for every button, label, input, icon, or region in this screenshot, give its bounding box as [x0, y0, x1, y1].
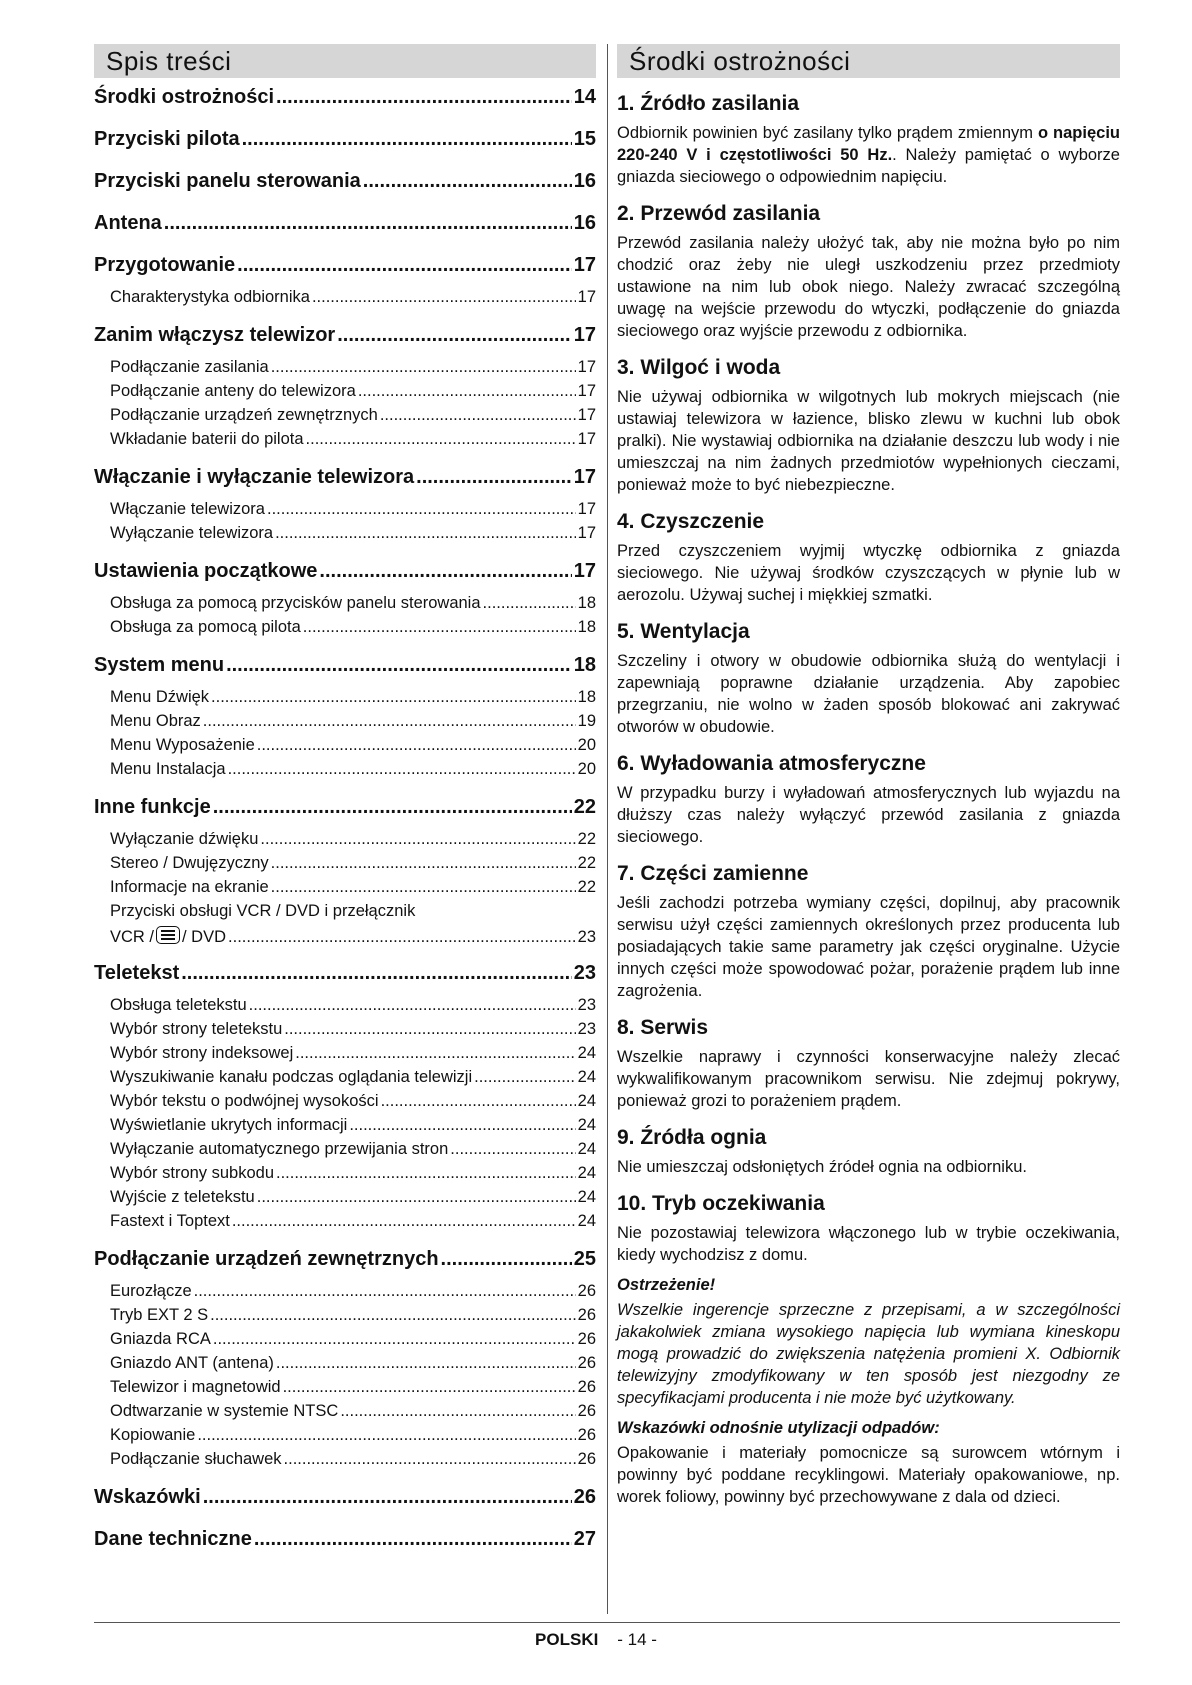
toc-page-number: 17: [573, 254, 596, 276]
toc-subentry: [94, 1426, 596, 1450]
toc-page-number: 24: [577, 1188, 596, 1206]
toc-subentry: [94, 1306, 596, 1330]
toc-page-number: 24: [577, 1116, 596, 1134]
toc-label: Informacje na ekranie: [110, 878, 269, 896]
toc-leader-dots: [381, 1092, 576, 1111]
toc-label: Podłączanie urządzeń zewnętrznych: [94, 1248, 439, 1270]
toc-page-number: 26: [577, 1378, 596, 1396]
toc-leader-dots: [283, 1378, 576, 1397]
toc-label: Fastext i Toptext: [110, 1212, 230, 1230]
toc-subentry: [94, 1282, 596, 1306]
toc-subentry: [94, 500, 596, 524]
toc-leader-dots: [284, 1450, 576, 1469]
toc-leader-dots: [271, 854, 576, 873]
toc-entry: [94, 796, 596, 826]
toc-subentry: [94, 996, 596, 1020]
toc-subentry: [94, 688, 596, 712]
toc-entry: [94, 324, 596, 354]
toc-label: Wybór strony teletekstu: [110, 1020, 283, 1038]
toc-subentry: [94, 406, 596, 430]
toc-page-number: 17: [577, 382, 596, 400]
section-power-cord: [617, 202, 1120, 342]
section-service: [617, 1016, 1120, 1112]
section-lightning: [617, 752, 1120, 848]
toc-subentry: [94, 1450, 596, 1474]
toc-page-number: 16: [573, 170, 596, 192]
toc-page-number: 24: [577, 1092, 596, 1110]
section-text: Nie umieszczaj odsłoniętych źródeł ognia na odbiorniku.: [617, 1158, 1027, 1176]
toc-subentry: [94, 760, 596, 784]
toc-subentry: [94, 1068, 596, 1092]
toc-page-number: 26: [577, 1354, 596, 1372]
section-heading: 5. Wentylacja: [617, 620, 750, 643]
toc-label: Teletekst: [94, 962, 180, 984]
toc-leader-dots: [237, 254, 572, 277]
toc-page-number: 22: [577, 854, 596, 872]
section-fire-sources: [617, 1126, 1120, 1178]
toc-leader-dots: [340, 1402, 575, 1421]
footer-language: POLSKI: [535, 1630, 599, 1649]
toc-page-number: 23: [577, 928, 596, 946]
toc-leader-dots: [306, 430, 576, 449]
toc-page-number: 17: [577, 500, 596, 518]
disposal-block: [617, 1419, 1120, 1508]
toc-label: Włączanie telewizora: [110, 500, 265, 518]
toc-page-number: 17: [573, 560, 596, 582]
toc-leader-dots: [483, 594, 576, 613]
toc-leader-dots: [337, 324, 572, 347]
toc-page-number: 23: [577, 1020, 596, 1038]
toc-label: Wyłączanie dźwięku: [110, 830, 259, 848]
section-text: W przypadku burzy i wyładowań atmosferycznych lub wyjazdu na dłuższy czas należy wyłączyć przewód zasilania z gniazda sieciowego.: [617, 784, 1120, 846]
toc-leader-dots: [441, 1248, 572, 1271]
toc-page-number: 26: [577, 1426, 596, 1444]
safety-title: Środki ostrożności: [617, 44, 1120, 78]
toc-page-number: 18: [577, 618, 596, 636]
warning-heading: Ostrzeżenie!: [617, 1276, 716, 1294]
toc-label: Obsługa za pomocą przycisków panelu sterowania: [110, 594, 481, 612]
toc-label: Środki ostrożności: [94, 86, 275, 108]
toc-leader-dots: [271, 878, 576, 897]
toc-entry: [94, 1528, 596, 1558]
toc-leader-dots: [210, 1306, 576, 1325]
toc-subentry: [94, 288, 596, 312]
toc-page-number: 18: [577, 688, 596, 706]
toc-subentry: [94, 594, 596, 618]
toc-leader-dots: [275, 524, 576, 543]
toc-label: Przygotowanie: [94, 254, 236, 276]
toc-leader-dots: [228, 760, 576, 779]
toc-leader-dots: [312, 288, 576, 307]
toc-leader-dots: [213, 1330, 576, 1349]
section-text: Nie używaj odbiornika w wilgotnych lub mokrych miejscach (nie ustawiaj telewizora w łazience, blisko zlewu w kuchni lub obok pralki). Nie wystawiaj odbiornika na działanie deszczu lub wody i nie umieszczaj na nim żadnych przedmiotów wypełnionych cieczami, ponieważ może to być niebezpieczne.: [617, 388, 1120, 494]
toc-page-number: 18: [577, 594, 596, 612]
toc-leader-dots: [257, 736, 576, 755]
toc-leader-dots: [249, 996, 576, 1015]
toc-subentry: [94, 1164, 596, 1188]
toc-page-number: 22: [573, 796, 596, 818]
section-heading: 8. Serwis: [617, 1016, 709, 1039]
toc-page-number: 17: [577, 524, 596, 542]
toc-subentry: [94, 358, 596, 382]
section-heading: 1. Źródło zasilania: [617, 92, 800, 115]
teletext-button-icon: [156, 926, 180, 944]
toc-column: [94, 44, 596, 1558]
toc-leader-dots: [295, 1044, 575, 1063]
toc-subentry: [94, 1378, 596, 1402]
toc-leader-dots: [349, 1116, 575, 1135]
toc-subentry: [94, 382, 596, 406]
toc-label: Zanim włączysz telewizor: [94, 324, 336, 346]
toc-subentry: [94, 1020, 596, 1044]
safety-column: [617, 44, 1120, 1508]
toc-leader-dots: [203, 712, 576, 731]
toc-leader-dots: [242, 128, 572, 151]
toc-entry: [94, 1248, 596, 1278]
toc-entry: [94, 466, 596, 496]
section-heading: 9. Źródła ognia: [617, 1126, 767, 1149]
section-heading: 2. Przewód zasilania: [617, 202, 821, 225]
toc-entry: [94, 560, 596, 590]
toc-page-number: 20: [577, 736, 596, 754]
toc-label: Charakterystyka odbiornika: [110, 288, 310, 306]
toc-entry: [94, 1486, 596, 1516]
toc-leader-dots: [260, 830, 575, 849]
toc-subentry: [94, 712, 596, 736]
toc-subentry: [94, 830, 596, 854]
toc-page-number: 17: [573, 324, 596, 346]
toc-label: Antena: [94, 212, 162, 234]
toc-page-number: 20: [577, 760, 596, 778]
toc-leader-dots: [276, 86, 572, 109]
toc-label: Wybór strony indeksowej: [110, 1044, 294, 1062]
section-standby: [617, 1192, 1120, 1266]
toc-leader-dots: [271, 358, 576, 377]
toc-entry: [94, 212, 596, 242]
toc-label: Telewizor i magnetowid: [110, 1378, 281, 1396]
toc-label: Wyszukiwanie kanału podczas oglądania telewizji: [110, 1068, 473, 1086]
toc-entry: [94, 254, 596, 284]
toc-page-number: 27: [573, 1528, 596, 1550]
toc-subentry: [94, 1402, 596, 1426]
toc-label: Podłączanie anteny do telewizora: [110, 382, 356, 400]
toc-subentry: [94, 1354, 596, 1378]
toc-page-number: 17: [577, 288, 596, 306]
toc-leader-dots: [276, 1354, 576, 1373]
toc-entry: [94, 128, 596, 158]
toc-leader-dots: [358, 382, 576, 401]
toc-leader-dots: [363, 170, 572, 193]
toc-subentry: [94, 1188, 596, 1212]
section-text: Odbiornik powinien być zasilany tylko prądem zmiennym o napięciu 220-240 V i częstotliwości 50 Hz.. Należy pamiętać o wyborze gniazda sieciowego o odpowiednim napięciu.: [617, 124, 1120, 186]
toc-label: Przyciski obsługi VCR / DVD i przełącznik: [110, 902, 416, 920]
toc-label: Stereo / Dwujęzyczny: [110, 854, 269, 872]
toc-page-number: 26: [577, 1282, 596, 1300]
toc-page-number: 14: [573, 86, 596, 108]
section-text: Nie pozostawiaj telewizora włączonego lub w trybie oczekiwania, kiedy wychodzisz z domu.: [617, 1224, 1120, 1264]
page-footer: [0, 1630, 1192, 1650]
toc-leader-dots: [228, 928, 576, 947]
toc-page-number: 24: [577, 1068, 596, 1086]
toc-page-number: 16: [573, 212, 596, 234]
toc-leader-dots: [284, 1020, 575, 1039]
toc-subentry: [94, 902, 596, 926]
toc-subentry: [94, 854, 596, 878]
toc-subentry: [94, 1092, 596, 1116]
toc-label: Obsługa za pomocą pilota: [110, 618, 301, 636]
footer-rule: [94, 1622, 1120, 1623]
toc-leader-dots: [232, 1212, 576, 1231]
toc-label: Menu Wyposażenie: [110, 736, 255, 754]
toc-page-number: 24: [577, 1140, 596, 1158]
toc-subentry: [94, 430, 596, 454]
section-text: Przewód zasilania należy ułożyć tak, aby nie można było po nim chodzić oraz żeby nie uległ uszkodzeniu przez przedmioty ustawione na nim lub obok niego. Należy zwracać szczególną uwagę na wejście przewodu do wtyczki, podłączenie do gniazda sieciowego oraz wyjście przewodu z odbiornika.: [617, 234, 1120, 340]
toc-entry: [94, 170, 596, 200]
toc-label: Podłączanie urządzeń zewnętrznych: [110, 406, 378, 424]
toc-leader-dots: [213, 796, 572, 819]
toc-page-number: 23: [573, 962, 596, 984]
toc-leader-dots: [203, 1486, 572, 1509]
toc-label: Ustawienia początkowe: [94, 560, 318, 582]
section-heading: 7. Części zamienne: [617, 862, 809, 885]
toc-label: Dane techniczne: [94, 1528, 252, 1550]
disposal-heading: Wskazówki odnośnie utylizacji odpadów:: [617, 1419, 940, 1437]
toc-leader-dots: [450, 1140, 575, 1159]
toc-subentry: [94, 926, 596, 950]
toc-page-number: 24: [577, 1044, 596, 1062]
toc-subentry: [94, 1044, 596, 1068]
toc-label: Wyświetlanie ukrytych informacji: [110, 1116, 348, 1134]
toc-subentry: [94, 524, 596, 548]
section-heading: 4. Czyszczenie: [617, 510, 765, 533]
section-text: Szczeliny i otwory w obudowie odbiornika służą do wentylacji i zapewniają poprawne działanie urządzenia. Aby zapobiec przegrzaniu, nie wolno w żaden sposób blokować ani zakrywać otworów w obudowie.: [617, 652, 1120, 736]
toc-subentry: [94, 618, 596, 642]
toc-leader-dots: [474, 1068, 576, 1087]
toc-leader-dots: [416, 466, 572, 489]
toc-leader-dots: [164, 212, 572, 235]
toc-label: Gniazdo ANT (antena): [110, 1354, 274, 1372]
toc-entry: [94, 654, 596, 684]
toc-page-number: 26: [577, 1402, 596, 1420]
toc-leader-dots: [319, 560, 571, 583]
toc-page-number: 17: [577, 358, 596, 376]
toc-subentry: [94, 1140, 596, 1164]
toc-title: Spis treści: [94, 44, 596, 78]
warning-block: [617, 1276, 1120, 1409]
toc-label: Wybór strony subkodu: [110, 1164, 275, 1182]
toc-page-number: 18: [573, 654, 596, 676]
toc-leader-dots: [303, 618, 576, 637]
toc-leader-dots: [380, 406, 576, 425]
toc-label: Inne funkcje: [94, 796, 211, 818]
toc-label: Podłączanie słuchawek: [110, 1450, 282, 1468]
section-heading: 10. Tryb oczekiwania: [617, 1192, 825, 1215]
column-divider: [607, 44, 608, 1614]
toc-subentry: [94, 1212, 596, 1236]
section-ventilation: [617, 620, 1120, 738]
toc-label: Wyjście z teletekstu: [110, 1188, 255, 1206]
toc-label: System menu: [94, 654, 225, 676]
toc-leader-dots: [254, 1528, 572, 1551]
toc-label: Gniazda RCA: [110, 1330, 211, 1348]
toc-leader-dots: [197, 1426, 575, 1445]
toc-page-number: 17: [573, 466, 596, 488]
toc-subentry: [94, 1116, 596, 1140]
toc-label: Menu Obraz: [110, 712, 201, 730]
warning-text: Wszelkie ingerencje sprzeczne z przepisami, a w szczególności jakakolwiek zmiana wysokiego napięcia lub wymiana kineskopu mogą prowadzić do zwiększenia natężenia promieni X. Odbiornik telewizyjny zmodyfikowany w ten sposób jest niezgodny ze specyfikacjami producenta i nie może być użytkowany.: [617, 1301, 1120, 1407]
toc-label: VCR / / DVD: [110, 928, 227, 946]
toc-label: Podłączanie zasilania: [110, 358, 269, 376]
toc-label: Menu Dźwięk: [110, 688, 210, 706]
toc-leader-dots: [276, 1164, 576, 1183]
toc-subentry: [94, 878, 596, 902]
toc-label: Przyciski pilota: [94, 128, 240, 150]
toc-label: Wyłączanie automatycznego przewijania stron: [110, 1140, 449, 1158]
toc-page-number: 17: [577, 430, 596, 448]
section-text: Wszelkie naprawy i czynności konserwacyjne należy zlecać wykwalifikowanym pracownikom serwisu. Nie zdejmuj pokrywy, ponieważ grozi to porażeniem prądem.: [617, 1048, 1120, 1110]
toc-label: Odtwarzanie w systemie NTSC: [110, 1402, 339, 1420]
toc-page-number: 15: [573, 128, 596, 150]
toc-page-number: 17: [577, 406, 596, 424]
toc-list: [94, 86, 596, 1558]
toc-label: Wskazówki: [94, 1486, 201, 1508]
section-replacement-parts: [617, 862, 1120, 1002]
section-heading: 3. Wilgoć i woda: [617, 356, 781, 379]
toc-page-number: 26: [577, 1306, 596, 1324]
toc-label: Kopiowanie: [110, 1426, 196, 1444]
toc-page-number: 24: [577, 1164, 596, 1182]
toc-label: Tryb EXT 2 S: [110, 1306, 209, 1324]
section-text: Przed czyszczeniem wyjmij wtyczkę odbiornika z gniazda sieciowego. Nie używaj środków czyszczących w płynie lub w aerozolu. Używaj suchej i miękkiej szmatki.: [617, 542, 1120, 604]
toc-label: Obsługa teletekstu: [110, 996, 247, 1014]
toc-subentry: [94, 1330, 596, 1354]
toc-page-number: 25: [573, 1248, 596, 1270]
toc-leader-dots: [267, 500, 576, 519]
toc-page-number: 24: [577, 1212, 596, 1230]
section-moisture: [617, 356, 1120, 496]
section-text: Jeśli zachodzi potrzeba wymiany części, dopilnuj, aby pracownik serwisu użył części zamiennych określonych przez producenta lub posiadających takie same parametry jak części oryginalne. Użycie innych części może spowodować pożar, porażenie prądem lub inne zagrożenia.: [617, 894, 1120, 1000]
toc-label: Włączanie i wyłączanie telewizora: [94, 466, 415, 488]
section-cleaning: [617, 510, 1120, 606]
toc-entry: [94, 962, 596, 992]
section-power-source: [617, 92, 1120, 188]
toc-label: Menu Instalacja: [110, 760, 226, 778]
toc-leader-dots: [226, 654, 572, 677]
disposal-text: Opakowanie i materiały pomocnicze są surowcem wtórnym i powinny być poddane recyklingowi. Materiały opakowaniowe, np. worek foliowy, powinny być przechowywane z dala od dzieci.: [617, 1444, 1120, 1506]
toc-page-number: 23: [577, 996, 596, 1014]
toc-page-number: 26: [577, 1330, 596, 1348]
toc-leader-dots: [194, 1282, 576, 1301]
footer-page-number: - 14 -: [617, 1630, 657, 1649]
toc-page-number: 26: [573, 1486, 596, 1508]
toc-page-number: 26: [577, 1450, 596, 1468]
toc-label: Eurozłącze: [110, 1282, 192, 1300]
toc-subentry: [94, 736, 596, 760]
toc-page-number: 22: [577, 830, 596, 848]
toc-label: Wybór tekstu o podwójnej wysokości: [110, 1092, 379, 1110]
section-heading: 6. Wyładowania atmosferyczne: [617, 752, 926, 775]
toc-page-number: 22: [577, 878, 596, 896]
toc-leader-dots: [211, 688, 576, 707]
toc-entry: [94, 86, 596, 116]
toc-leader-dots: [257, 1188, 576, 1207]
toc-leader-dots: [181, 962, 572, 985]
toc-label: Wkładanie baterii do pilota: [110, 430, 304, 448]
toc-label: Przyciski panelu sterowania: [94, 170, 361, 192]
toc-page-number: 19: [577, 712, 596, 730]
toc-label: Wyłączanie telewizora: [110, 524, 274, 542]
